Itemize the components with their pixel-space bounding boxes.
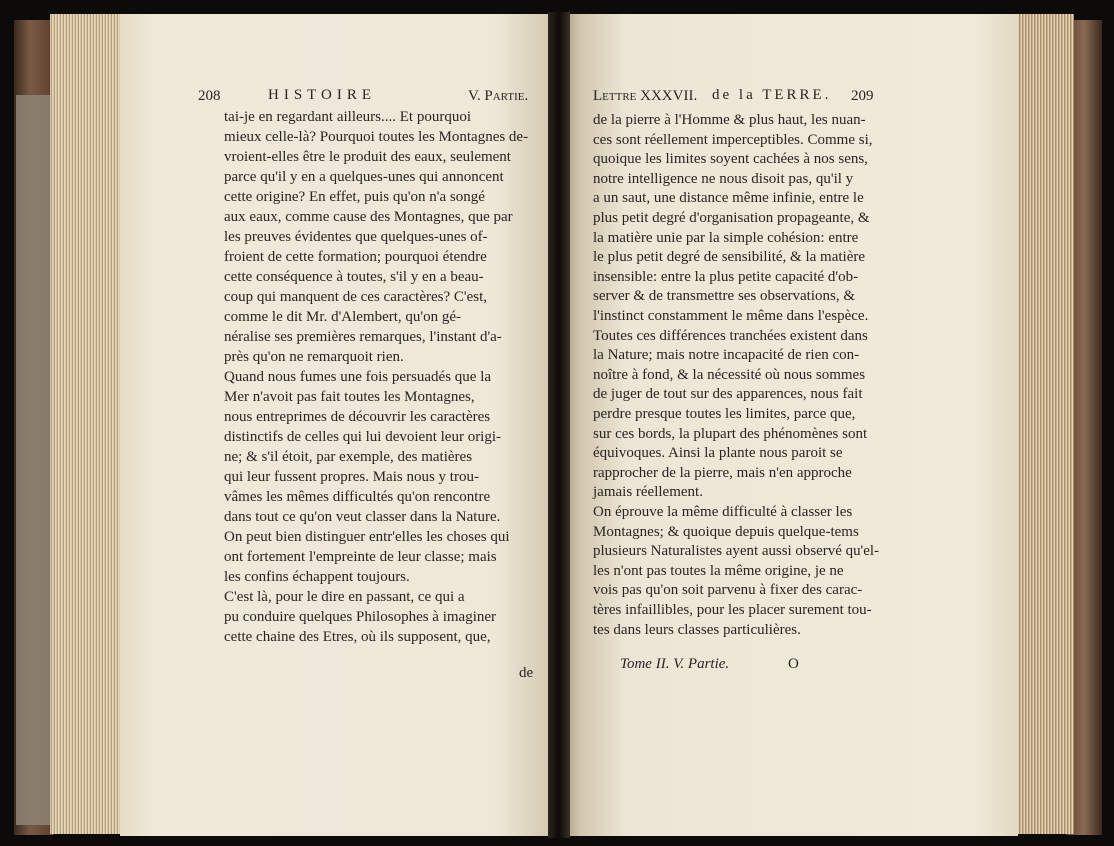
- text-line: ces sont réellement imperceptibles. Comme si,: [593, 131, 873, 148]
- text-line: plusieurs Naturalistes ayent aussi observé qu'el-: [593, 543, 879, 560]
- text-line: l'instinct constamment le même dans l'espèce.: [593, 308, 869, 324]
- text-line: cette origine? En effet, puis qu'on n'a songé: [224, 189, 485, 205]
- right-page-number: 209: [851, 88, 874, 104]
- right-running-title: de la TERRE.: [712, 87, 832, 103]
- text-line: près qu'on ne remarquoit rien.: [224, 349, 404, 365]
- right-page-edges: [1014, 14, 1074, 834]
- text-line: de juger de tout sur des apparences, nous fait: [593, 386, 863, 403]
- text-line: noître à fond, & la nécessité où nous sommes: [593, 366, 866, 383]
- left-page-number: 208: [198, 88, 221, 104]
- text-line: les n'ont pas toutes la même origine, je ne: [593, 562, 844, 579]
- text-line: la Nature; mais notre incapacité de rien con-: [593, 347, 860, 364]
- text-line: plus petit degré d'organisation propageante, &: [593, 210, 870, 226]
- text-line: froient de cette formation; pourquoi étendre: [224, 249, 487, 265]
- left-running-title: HISTOIRE: [268, 87, 377, 103]
- text-line: insensible: entre la plus petite capacité d'ob-: [593, 268, 859, 285]
- text-line: Quand nous fumes une fois persuadés que la: [224, 369, 492, 385]
- text-line: dans tout ce qu'on veut classer dans la Nature.: [224, 509, 501, 525]
- text-line: tai-je en regardant ailleurs.... Et pourquoi: [224, 109, 471, 125]
- catchword: de: [519, 665, 534, 681]
- left-page-edges: [50, 14, 130, 834]
- text-line: parce qu'il y en a quelques-unes qui annoncent: [224, 169, 504, 185]
- text-line: tes dans leurs classes particulières.: [593, 621, 801, 638]
- text-line: de la pierre à l'Homme & plus haut, les nuan-: [593, 112, 866, 128]
- signature-mark: O: [788, 656, 799, 672]
- text-line: Montagnes; & quoique depuis quelque-tems: [593, 523, 859, 540]
- left-section: V. Partie.: [468, 88, 529, 104]
- right-letter: Lettre XXXVII.: [593, 88, 698, 104]
- text-line: les confins échappent toujours.: [224, 569, 410, 585]
- text-line: sur ces bords, la plupart des phénomènes sont: [593, 425, 868, 442]
- text-line: ont fortement l'empreinte de leur classe; mais: [224, 549, 497, 565]
- text-line: Mer n'avoit pas fait toutes les Montagnes,: [224, 389, 475, 405]
- text-line: vroient-elles être le produit des eaux, seulement: [224, 149, 511, 165]
- text-line: néralise ses premières remarques, l'instant d'a-: [224, 329, 502, 345]
- left-board-strip: [16, 95, 50, 825]
- book-gutter: [548, 12, 570, 838]
- text-line: équivoques. Ainsi la plante nous paroit se: [593, 445, 843, 462]
- text-line: le plus petit degré de sensibilité, & la matière: [593, 249, 865, 266]
- text-line: aux eaux, comme cause des Montagnes, que par: [224, 209, 513, 225]
- text-line: server & de transmettre ses observations, &: [593, 288, 856, 305]
- text-line: comme le dit Mr. d'Alembert, qu'on gé-: [224, 309, 462, 325]
- text-line: distinctifs de celles qui lui devoient leur origi-: [224, 429, 502, 445]
- text-line: vois pas qu'on soit parvenu à fixer des carac-: [593, 582, 863, 599]
- text-line: ne; & s'il étoit, par exemple, des matières: [224, 449, 473, 465]
- text-line: perdre presque toutes les limites, parce que,: [593, 406, 856, 422]
- text-line: nous entreprimes de découvrir les caractères: [224, 409, 491, 425]
- text-line: jamais réellement.: [593, 484, 703, 501]
- text-line: coup qui manquent de ces caractères? C'est,: [224, 289, 488, 305]
- text-line: les preuves évidentes que quelques-unes of-: [224, 229, 488, 245]
- text-line: quoique les limites soyent cachées à nos sens,: [593, 151, 868, 168]
- text-line: notre intelligence ne nous disoit pas, qu'il y: [593, 170, 854, 187]
- text-line: mieux celle-là? Pourquoi toutes les Montagnes de-: [224, 129, 529, 145]
- text-line: la matière unie par la simple cohésion: entre: [593, 229, 859, 246]
- text-line: tères infaillibles, pour les placer surement tou-: [593, 602, 872, 618]
- volume-line: Tome II. V. Partie.: [620, 656, 730, 672]
- text-line: vâmes les mêmes difficultés qu'on rencontre: [224, 489, 491, 505]
- text-line: C'est là, pour le dire en passant, ce qui a: [224, 589, 465, 605]
- text-line: a un saut, une distance même infinie, entre le: [593, 190, 864, 207]
- text-line: cette conséquence à toutes, s'il y en a beau-: [224, 269, 484, 285]
- text-line: rapprocher de la pierre, mais n'en approche: [593, 464, 852, 481]
- text-line: Toutes ces différences tranchées existent dans: [593, 327, 868, 344]
- text-line: On éprouve la même difficulté à classer les: [593, 504, 853, 520]
- text-line: pu conduire quelques Philosophes à imaginer: [224, 609, 497, 625]
- text-line: On peut bien distinguer entr'elles les choses qui: [224, 529, 510, 545]
- text-line: qui leur fussent propres. Mais nous y trou-: [224, 469, 479, 485]
- text-line: cette chaine des Etres, où ils supposent, que,: [224, 629, 491, 645]
